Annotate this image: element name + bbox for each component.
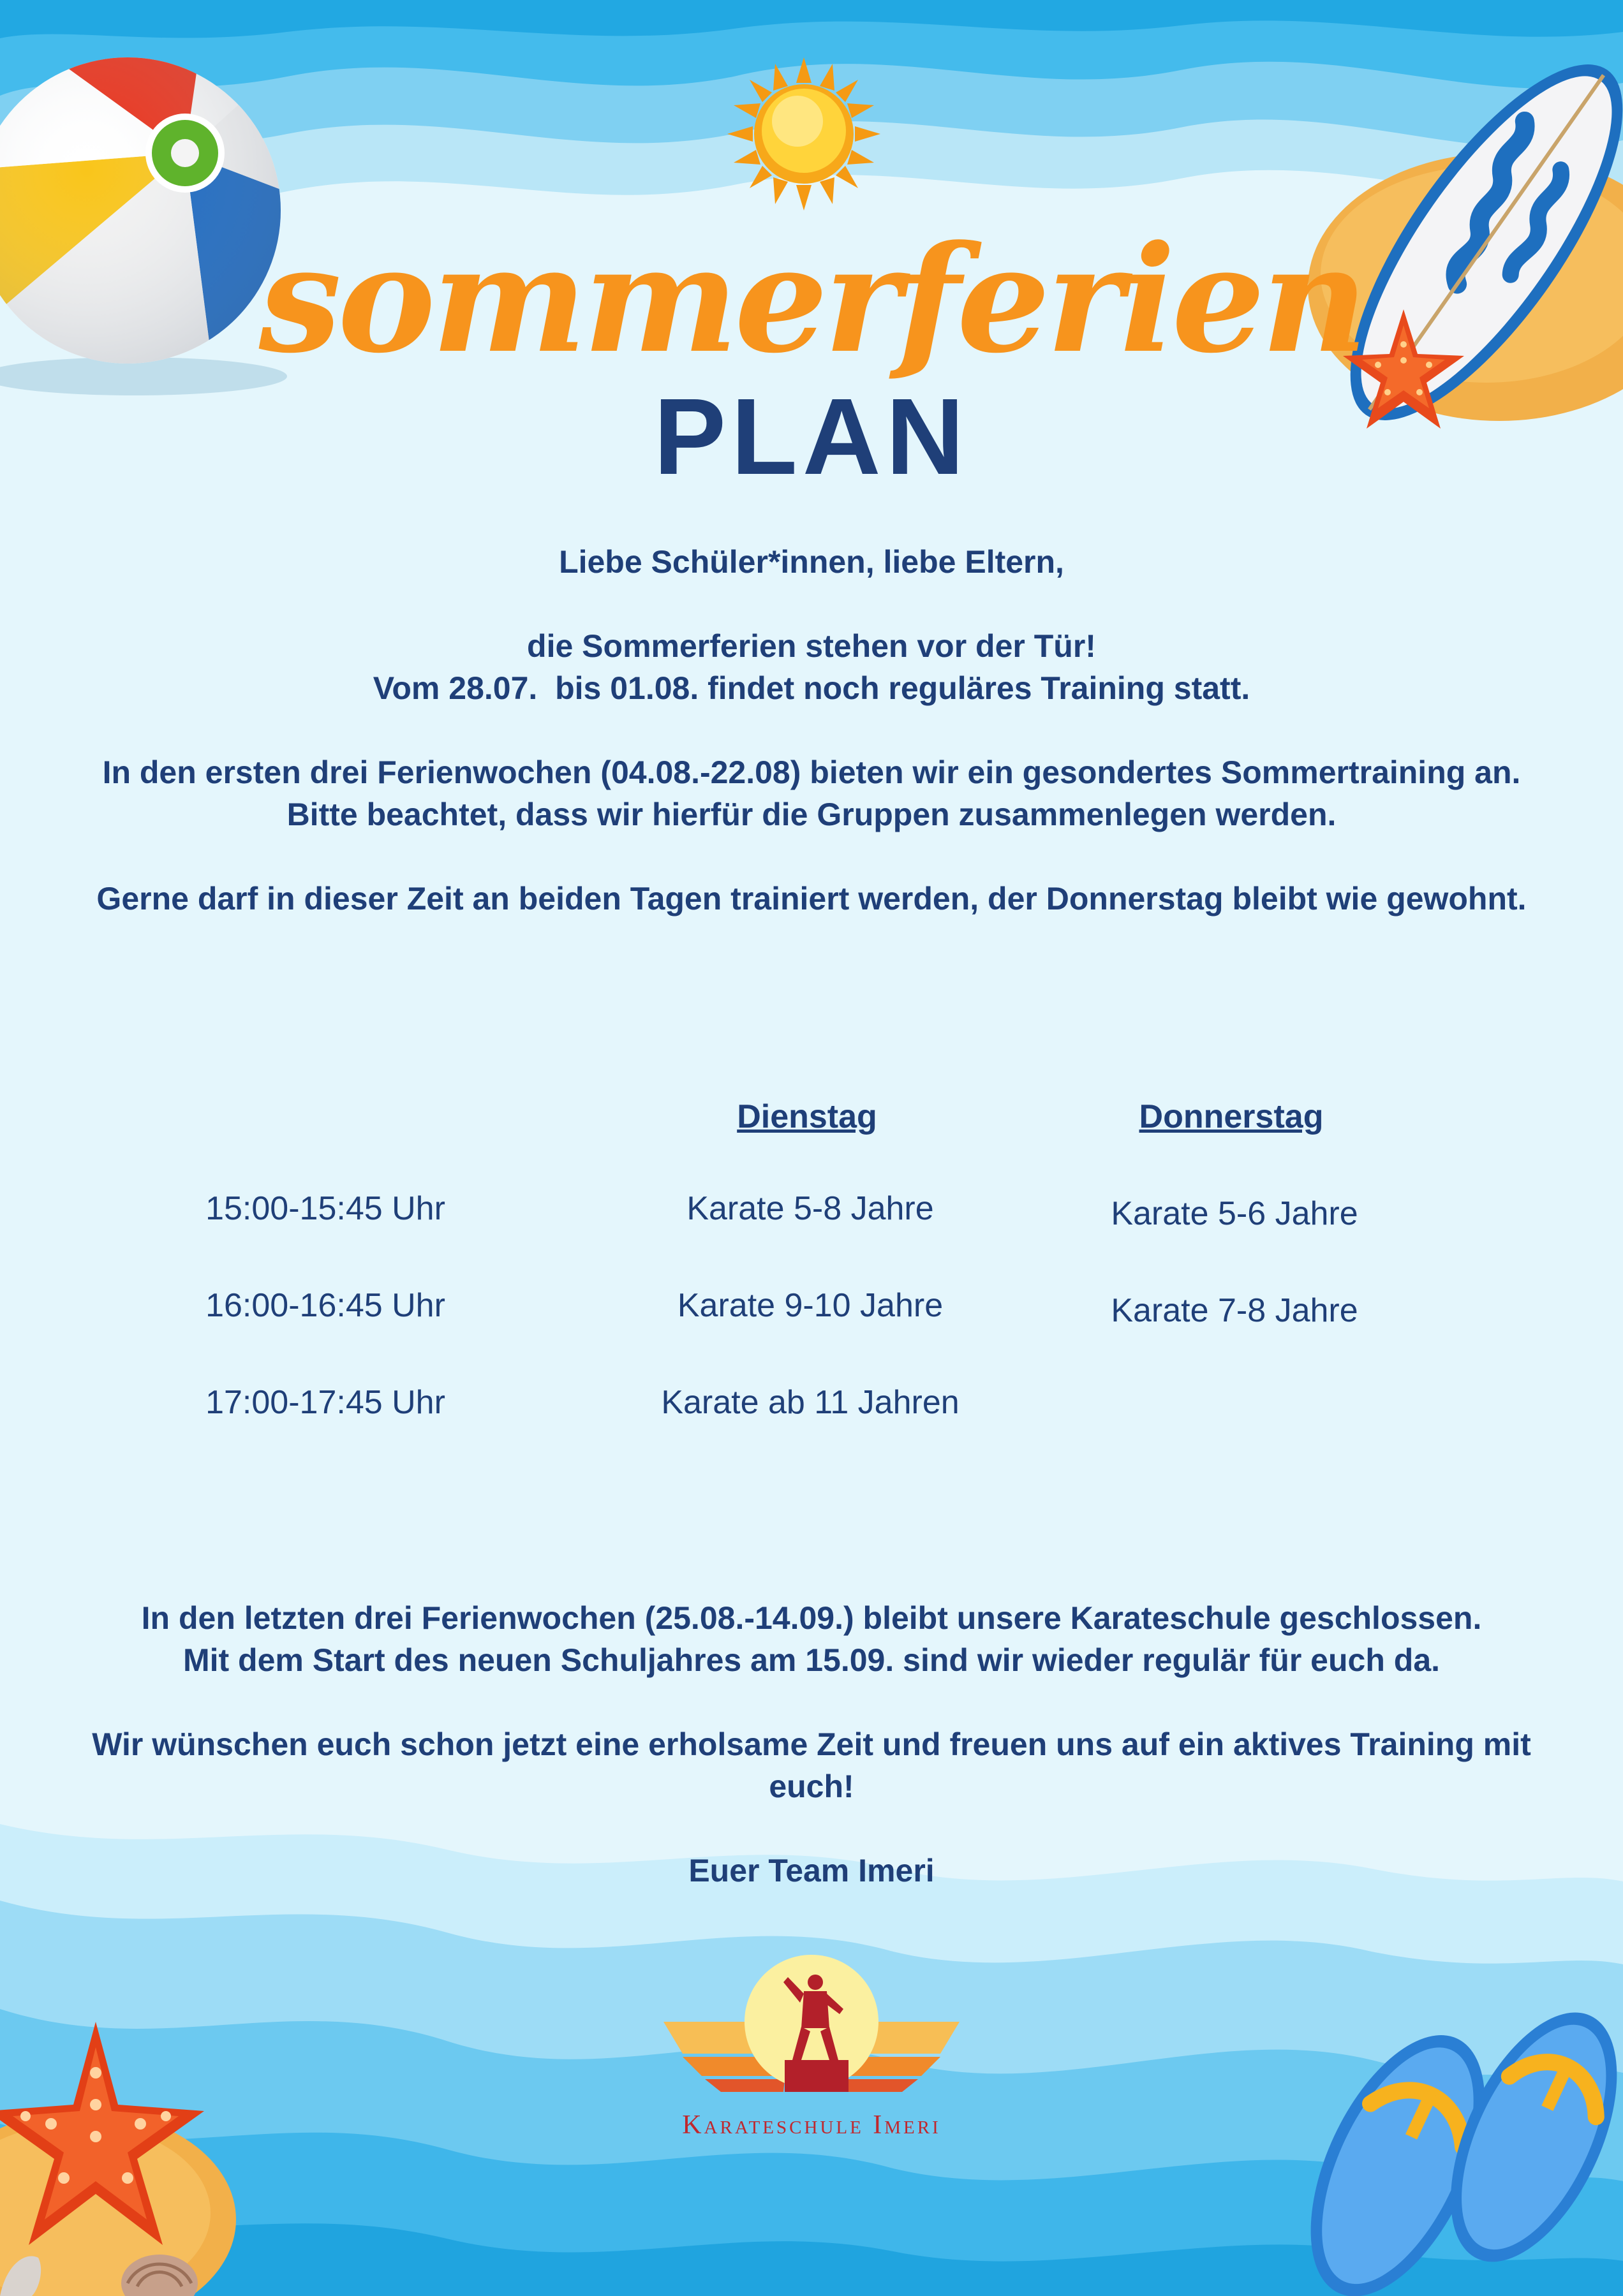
title-script: sommerferien — [258, 214, 1365, 386]
time-slot: 15:00-15:45 Uhr — [205, 1190, 445, 1227]
closing-line: euch! — [769, 1769, 854, 1804]
closing-line: Mit dem Start des neuen Schuljahres am 15.09. sind wir wieder regulär für euch da. — [182, 1642, 1441, 1678]
header-tuesday: Dienstag — [737, 1098, 877, 1135]
thursday-class: Karate 7-8 Jahre — [1111, 1292, 1358, 1329]
intro-block — [0, 541, 1623, 920]
sun-icon — [727, 57, 880, 210]
intro-line: die Sommerferien stehen vor der Tür! — [527, 628, 1096, 664]
closing-block — [0, 1597, 1623, 1892]
seashell-icon — [0, 2213, 204, 2296]
time-slot: 16:00-16:45 Uhr — [205, 1287, 445, 1324]
time-slot: 17:00-17:45 Uhr — [205, 1384, 445, 1421]
school-logo — [657, 1952, 966, 2105]
header-thursday: Donnerstag — [1139, 1098, 1324, 1135]
intro-line: In den ersten drei Ferienwochen (04.08.-22.08) bieten wir ein gesondertes Sommertraining an. — [102, 754, 1521, 790]
closing-line: Wir wünschen euch schon jetzt eine erholsame Zeit und freuen uns auf ein aktives Training mit — [92, 1726, 1531, 1762]
greeting: Liebe Schüler*innen, liebe Eltern, — [559, 544, 1064, 580]
logo-text: Karateschule Imeri — [682, 2110, 941, 2140]
intro-line: Gerne darf in dieser Zeit an beiden Tagen trainiert werden, der Donnerstag bleibt wie gewohnt. — [96, 881, 1527, 916]
tuesday-class: Karate ab 11 Jahren — [661, 1384, 960, 1421]
thursday-class: Karate 5-6 Jahre — [1111, 1195, 1358, 1232]
page-title: PLAN — [653, 376, 970, 497]
intro-line: Bitte beachtet, dass wir hierfür die Gruppen zusammenlegen werden. — [286, 797, 1337, 832]
tuesday-class: Karate 5-8 Jahre — [686, 1190, 934, 1227]
closing-line: In den letzten drei Ferienwochen (25.08.-14.09.) bleibt unsere Karateschule geschlossen. — [141, 1600, 1482, 1636]
tuesday-class: Karate 9-10 Jahre — [677, 1287, 944, 1324]
intro-line: Vom 28.07. bis 01.08. findet noch reguläres Training statt. — [373, 670, 1250, 706]
signature: Euer Team Imeri — [688, 1853, 935, 1888]
